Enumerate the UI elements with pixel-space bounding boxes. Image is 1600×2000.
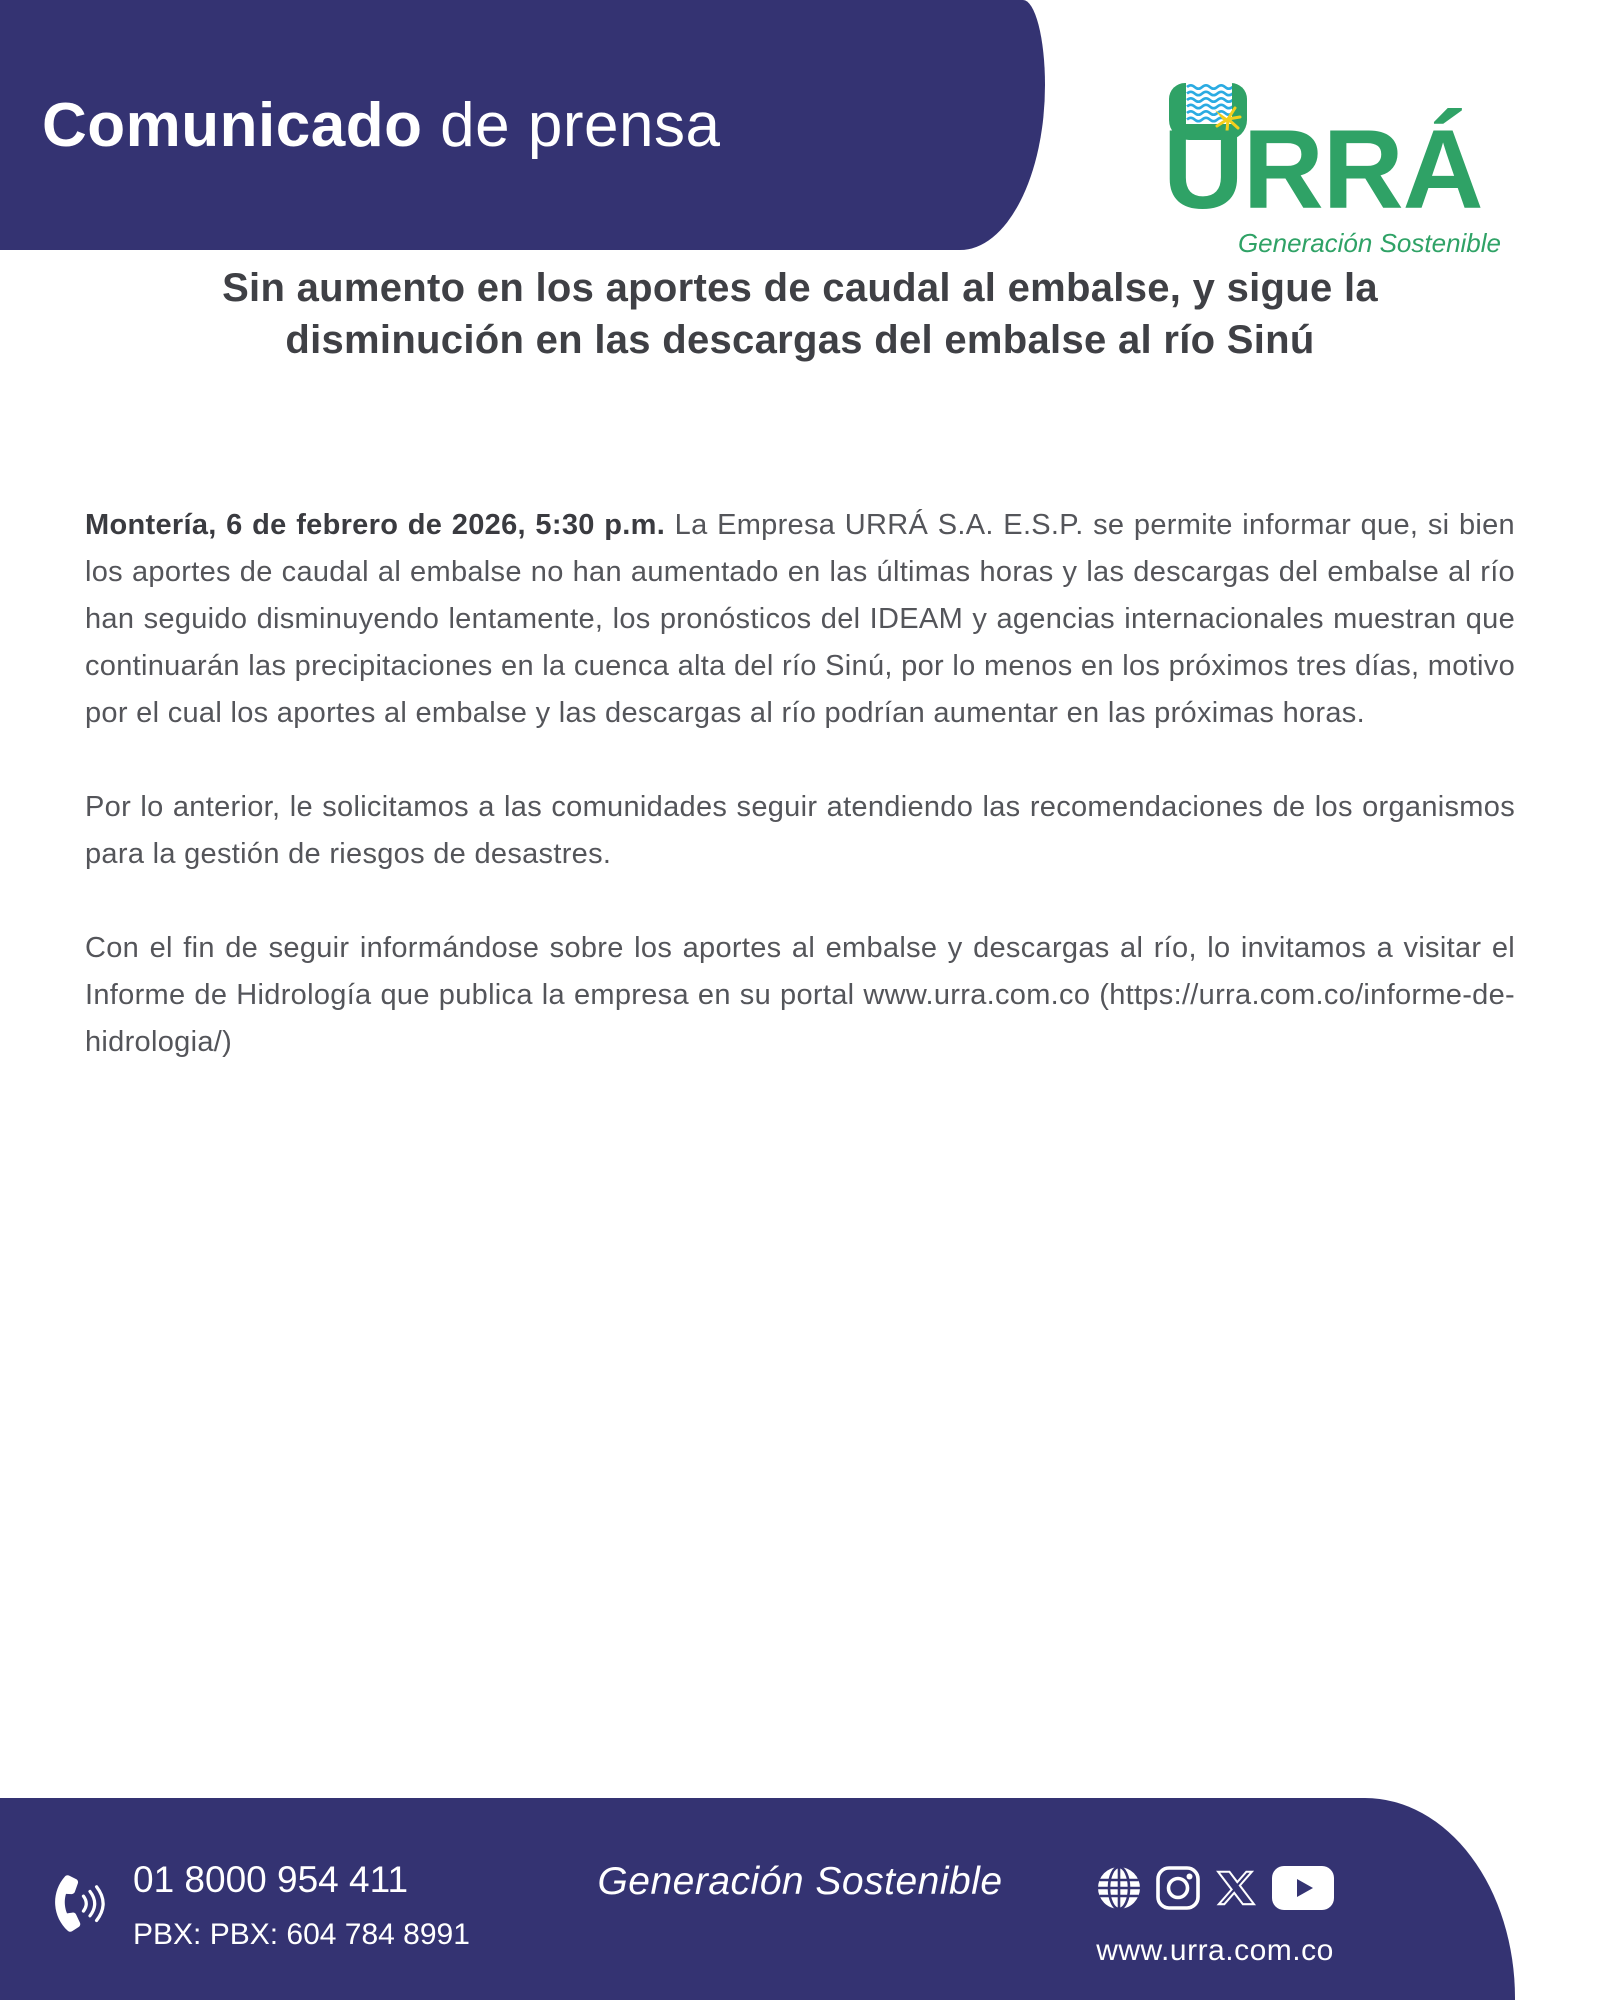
paragraph-3: Con el fin de seguir informándose sobre los aportes al embalse y descargas al río, lo invitamos a visitar el Informe de Hidrología que publica la empresa en su portal www.urra.com.co (https://urra.com.co/informe-de- hidrologia/) bbox=[85, 932, 1515, 1058]
urra-logo bbox=[1163, 80, 1503, 260]
page-title-light: de prensa bbox=[422, 90, 721, 160]
logo-tagline: Generación Sostenible bbox=[1237, 228, 1501, 258]
document-title bbox=[80, 262, 1520, 366]
youtube-icon[interactable] bbox=[1271, 1865, 1335, 1911]
page-title bbox=[0, 90, 720, 161]
footer-social-icons bbox=[1062, 1864, 1368, 1912]
document-title-line2: disminución en las descargas del embalse al río Sinú bbox=[285, 318, 1315, 362]
phone-number-main: 01 8000 954 411 bbox=[133, 1859, 409, 1900]
footer-website[interactable]: www.urra.com.co bbox=[1096, 1934, 1334, 1967]
document-body bbox=[85, 502, 1515, 1113]
paragraph-1-text: La Empresa URRÁ S.A. E.S.P. se permite informar que, si bien los aportes de caudal al embalse no han aumentado en las últimas horas y las descargas del embalse al río han seguido disminuyendo lentamente, los pronósticos del IDEAM y agencias internacionales muestran que continuarán las precipitaciones en la cuenca alta del río Sinú, por lo menos en los próximos tres días, motivo por el cual los aportes al embalse y las descargas al río podrían aumentar en las próximas horas. bbox=[85, 509, 1515, 729]
globe-icon[interactable] bbox=[1096, 1865, 1142, 1911]
footer-slogan: Generación Sostenible bbox=[597, 1860, 1003, 1903]
paragraph-2: Por lo anterior, le solicitamos a las comunidades seguir atendiendo las recomendaciones de los organismos para la gestión de riesgos de desastres. bbox=[85, 791, 1515, 870]
header-banner bbox=[0, 0, 1045, 250]
phone-icon bbox=[45, 1868, 105, 1946]
footer-web-block bbox=[1062, 1864, 1368, 1968]
x-icon[interactable] bbox=[1214, 1866, 1258, 1910]
logo-wordmark: URRÁ bbox=[1163, 107, 1483, 232]
paragraph-1 bbox=[85, 502, 1515, 737]
footer-bar bbox=[0, 1798, 1515, 2000]
phone-number-pbx: PBX: PBX: 604 784 8991 bbox=[133, 1918, 470, 1951]
footer-phone-numbers bbox=[133, 1858, 470, 1950]
paragraph-1-dateline: Montería, 6 de febrero de 2026, 5:30 p.m. bbox=[85, 509, 666, 541]
instagram-icon[interactable] bbox=[1155, 1865, 1201, 1911]
document-title-line1: Sin aumento en los aportes de caudal al embalse, y sigue la bbox=[222, 266, 1378, 310]
page-title-bold: Comunicado bbox=[42, 90, 423, 160]
footer-contact bbox=[45, 1858, 470, 1950]
